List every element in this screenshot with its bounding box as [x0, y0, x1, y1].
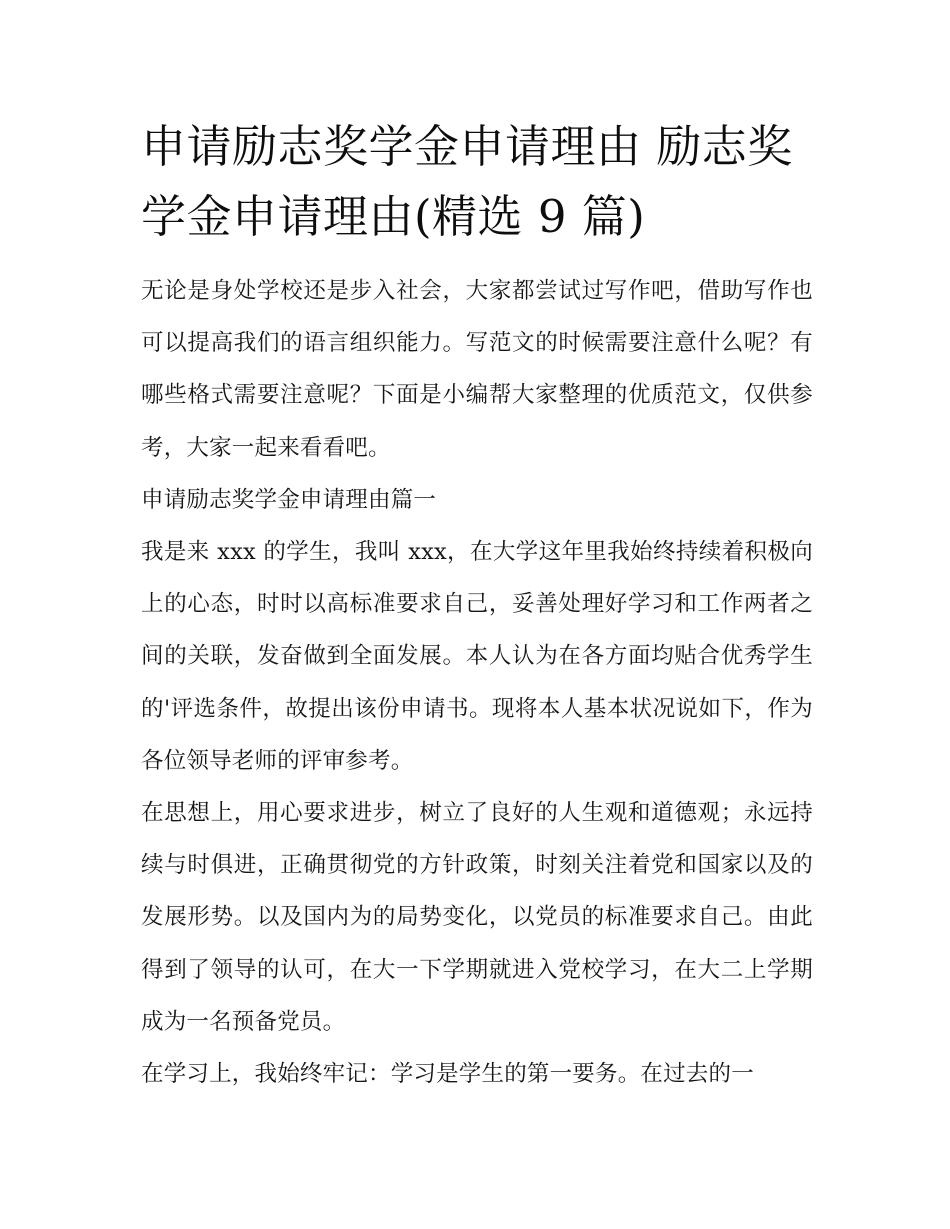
body-paragraph: 在思想上，用心要求进步，树立了良好的人生观和道德观；永远持续与时俱进，正确贯彻党的方针政策，时刻关注着党和国家以及的发展形势。以及国内为的局势变化，以党员的标准要求自己。由此得到了领导的认可，在大一下学期就进入党校学习，在大二上学期成为一名预备党员。	[141, 800, 813, 1035]
document-body	[141, 265, 813, 1100]
section-heading: 申请励志奖学金申请理由篇一	[141, 486, 437, 513]
document-title: 申请励志奖学金申请理由 励志奖学金申请理由(精选 9 篇)	[141, 120, 793, 243]
body-paragraph: 在学习上，我始终牢记：学习是学生的第一要务。在过去的一	[141, 1061, 754, 1088]
body-paragraph: 我是来 xxx 的学生，我叫 xxx，在大学这年里我始终持续着积极向上的心态，时时以高标准要求自己，妥善处理好学习和工作两者之间的关联，发奋做到全面发展。本人认为在各方面均贴合优秀学生的'评选条件，故提出该份申请书。现将本人基本状况说如下，作为各位领导老师的评审参考。	[141, 539, 813, 774]
intro-paragraph: 无论是身处学校还是步入社会，大家都尝试过写作吧，借助写作也可以提高我们的语言组织能力。写范文的时候需要注意什么呢？有哪些格式需要注意呢？下面是小编帮大家整理的优质范文，仅供参考，大家一起来看看吧。	[141, 278, 813, 461]
document-page	[141, 112, 813, 1100]
